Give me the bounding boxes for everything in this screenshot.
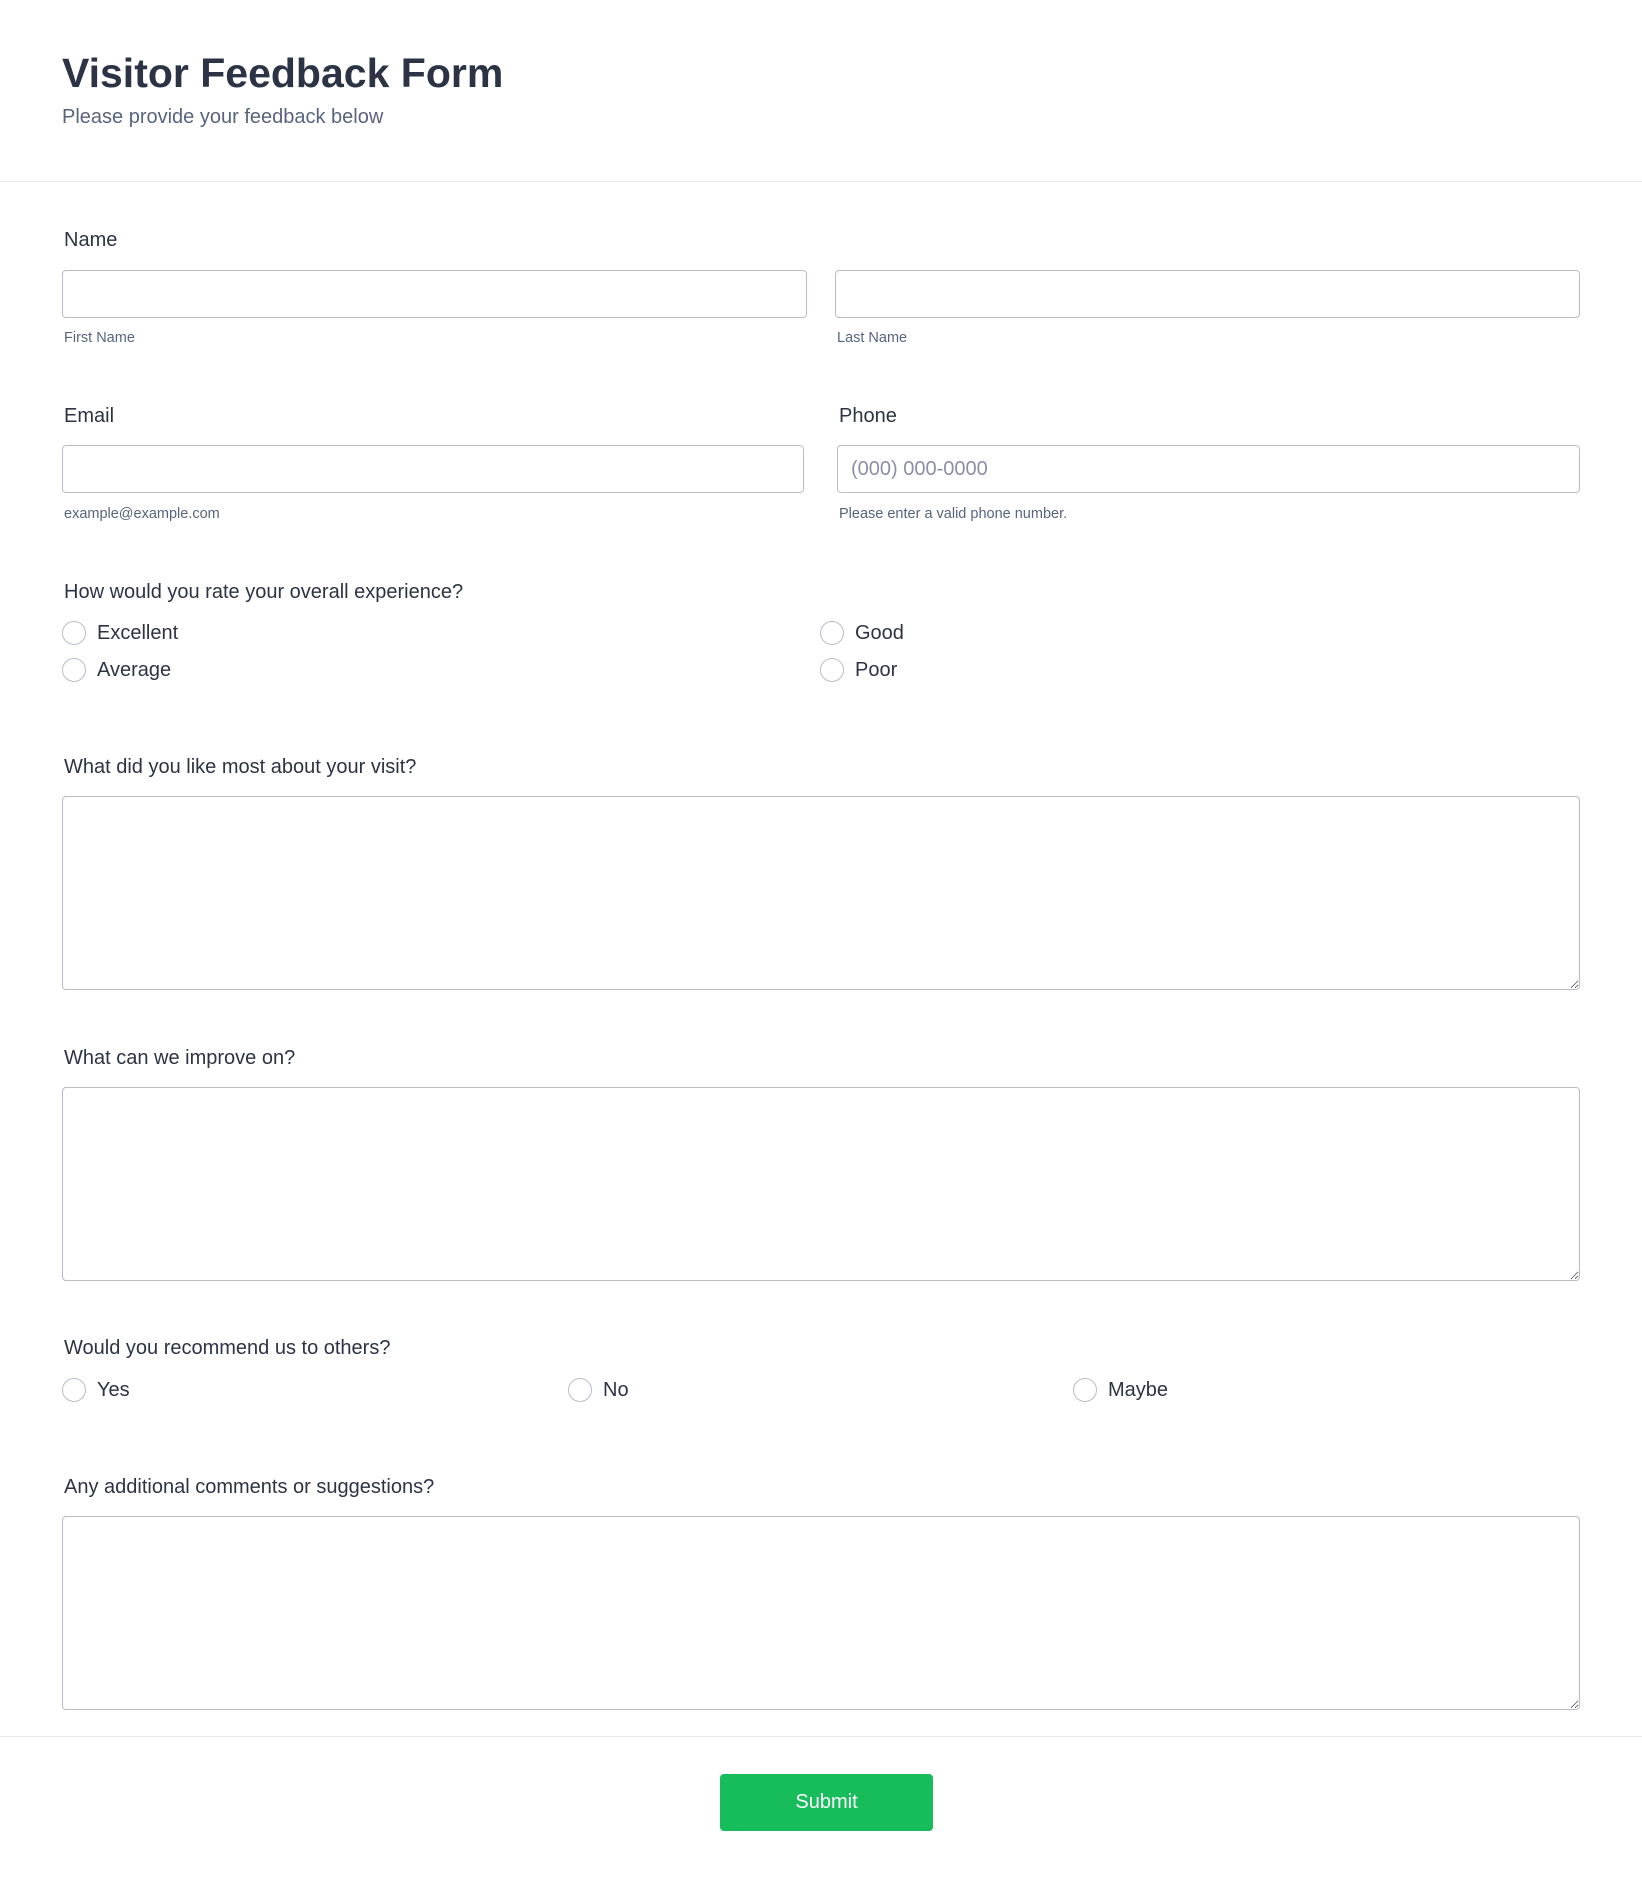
radio-circle-icon[interactable]: [62, 1378, 86, 1402]
radio-label: Good: [855, 621, 904, 644]
first-name-input[interactable]: [62, 270, 807, 318]
radio-circle-icon[interactable]: [62, 621, 86, 645]
comments-textarea[interactable]: [62, 1516, 1580, 1710]
liked-textarea[interactable]: [62, 796, 1580, 990]
recommend-question: Would you recommend us to others?: [64, 1337, 391, 1359]
form-header: [0, 0, 1642, 182]
radio-label: No: [603, 1378, 629, 1401]
radio-label: Poor: [855, 658, 898, 681]
radio-label: Average: [97, 658, 172, 681]
recommend-option-no[interactable]: [568, 1378, 629, 1402]
last-name-sublabel: Last Name: [837, 330, 908, 346]
radio-circle-icon[interactable]: [820, 658, 844, 682]
improve-textarea[interactable]: [62, 1087, 1580, 1281]
phone-input[interactable]: [837, 445, 1580, 493]
rating-question: How would you rate your overall experience?: [64, 581, 464, 603]
email-label: Email: [64, 405, 115, 427]
improve-question: What can we improve on?: [64, 1047, 296, 1069]
recommend-option-yes[interactable]: [62, 1378, 130, 1402]
rating-option-average[interactable]: [62, 658, 171, 682]
recommend-option-maybe[interactable]: [1073, 1378, 1168, 1402]
phone-sublabel: Please enter a valid phone number.: [839, 506, 1068, 522]
rating-option-poor[interactable]: [820, 658, 897, 682]
form-subtitle: Please provide your feedback below: [62, 106, 384, 128]
name-label: Name: [64, 229, 118, 251]
phone-label: Phone: [839, 405, 897, 427]
form-title: Visitor Feedback Form: [62, 50, 504, 96]
last-name-input[interactable]: [835, 270, 1580, 318]
radio-label: Excellent: [97, 621, 179, 644]
radio-circle-icon[interactable]: [62, 658, 86, 682]
radio-circle-icon[interactable]: [820, 621, 844, 645]
email-input[interactable]: [62, 445, 804, 493]
rating-option-good[interactable]: [820, 621, 904, 645]
first-name-sublabel: First Name: [64, 330, 135, 346]
comments-question: Any additional comments or suggestions?: [64, 1476, 435, 1498]
liked-question: What did you like most about your visit?: [64, 756, 417, 778]
radio-circle-icon[interactable]: [568, 1378, 592, 1402]
rating-option-excellent[interactable]: [62, 621, 178, 645]
radio-circle-icon[interactable]: [1073, 1378, 1097, 1402]
submit-button[interactable]: Submit: [720, 1774, 933, 1831]
radio-label: Yes: [97, 1378, 130, 1401]
email-sublabel: example@example.com: [64, 506, 220, 522]
radio-label: Maybe: [1108, 1378, 1169, 1401]
